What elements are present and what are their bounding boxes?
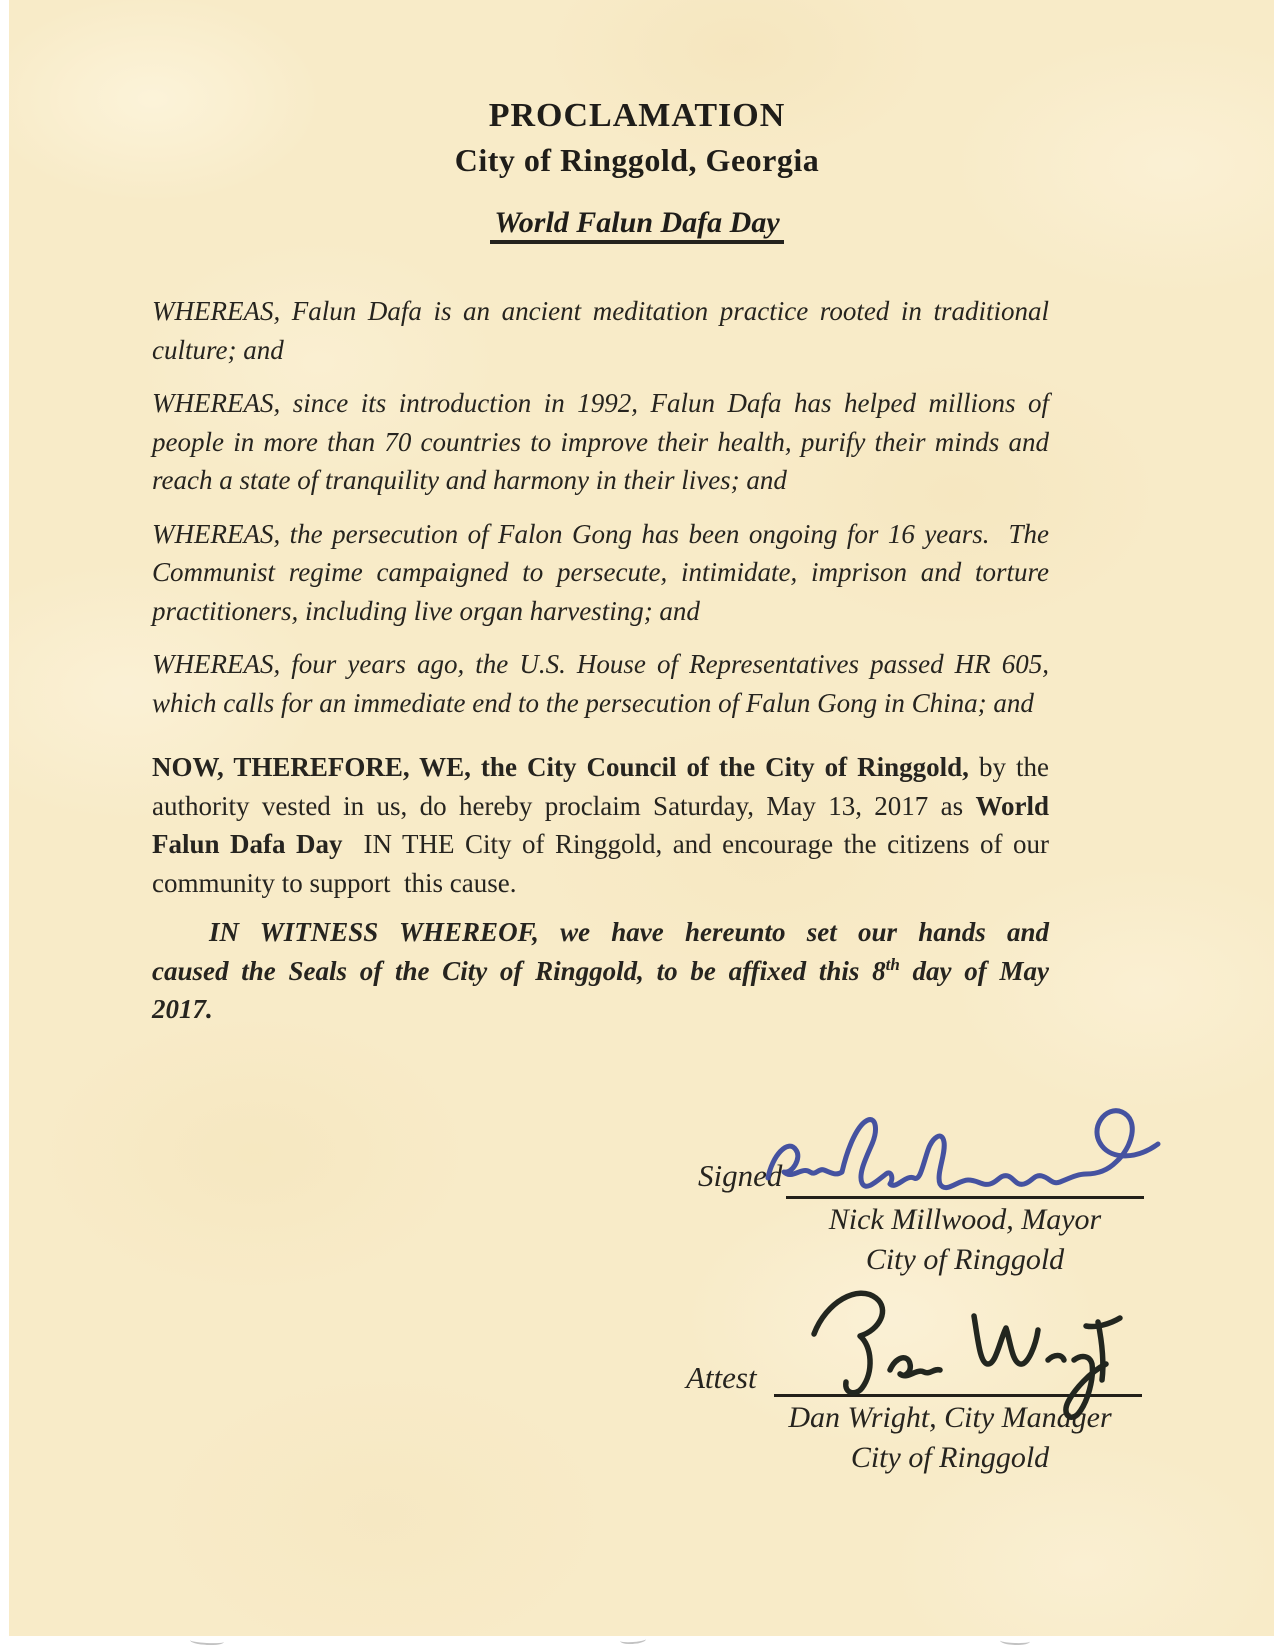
mayor-signature-icon xyxy=(758,1086,1162,1204)
document-heading-text: World Falun Dafa Day xyxy=(490,206,783,244)
mayor-signature-names xyxy=(786,1200,1144,1280)
resolution-bold-day: World Falun Dafa Day xyxy=(152,790,1049,859)
manager-org: City of Ringgold xyxy=(850,1441,1050,1474)
document-body xyxy=(152,292,1049,1029)
document-title: PROCLAMATION xyxy=(488,97,786,134)
manager-name-title: Dan Wright, City Manager xyxy=(788,1401,1112,1434)
scan-edge-artifact xyxy=(620,1635,646,1645)
witness-tail: day of May 2017. xyxy=(152,955,1049,1024)
attest-label: Attest xyxy=(686,1360,757,1395)
document-subtitle: City of Ringgold, Georgia xyxy=(454,142,820,178)
manager-signature-names xyxy=(760,1398,1140,1478)
witness-lead: IN WITNESS WHEREOF, we have hereunto set our hands and caused the Seals of the City of Ringgold, to be affixed this 8 xyxy=(152,917,1049,986)
document-heading xyxy=(0,206,1274,240)
resolution-tail: IN THE City of Ringgold, and encourage the citizens of our community to support this cause. xyxy=(152,829,1049,898)
resolution-bold-lead: NOW, THEREFORE, WE, the City Council of the City of Ringgold, xyxy=(152,752,969,782)
resolution-paragraph xyxy=(152,748,1049,902)
title-block xyxy=(0,0,1274,240)
resolution-mid: by the authority vested in us, do hereby proclaim Saturday, May 13, 2017 as xyxy=(152,752,1049,821)
whereas-paragraph-4: WHEREAS, four years ago, the U.S. House of Representatives passed HR 605, which calls for an immediate end to the persecution of Falun Gong in China; and xyxy=(152,649,1049,718)
mayor-org: City of Ringgold xyxy=(865,1243,1065,1276)
scan-edge-artifact xyxy=(190,1636,224,1646)
whereas-paragraph-3: WHEREAS, the persecution of Falon Gong has been ongoing for 16 years. The Communist regime campaigned to persecute, intimidate, imprison and torture practitioners, including live organ harvesting; and xyxy=(152,518,1049,626)
signed-label: Signed xyxy=(698,1158,783,1193)
whereas-paragraph-1: WHEREAS, Falun Dafa is an ancient meditation practice rooted in traditional culture; and xyxy=(152,296,1049,365)
scan-edge-left xyxy=(0,0,9,1648)
whereas-paragraph-2: WHEREAS, since its introduction in 1992, Falun Dafa has helped millions of people in more than 70 countries to improve their health, purify their minds and reach a state of tranquility and harmony in their lives; and xyxy=(152,388,1049,495)
mayor-name-title: Nick Millwood, Mayor xyxy=(828,1203,1102,1236)
witness-ordinal-suffix: th xyxy=(885,954,900,974)
scan-edge-bottom xyxy=(0,1636,1274,1648)
witness-paragraph xyxy=(152,913,1049,1029)
scan-edge-artifact xyxy=(1000,1636,1030,1645)
